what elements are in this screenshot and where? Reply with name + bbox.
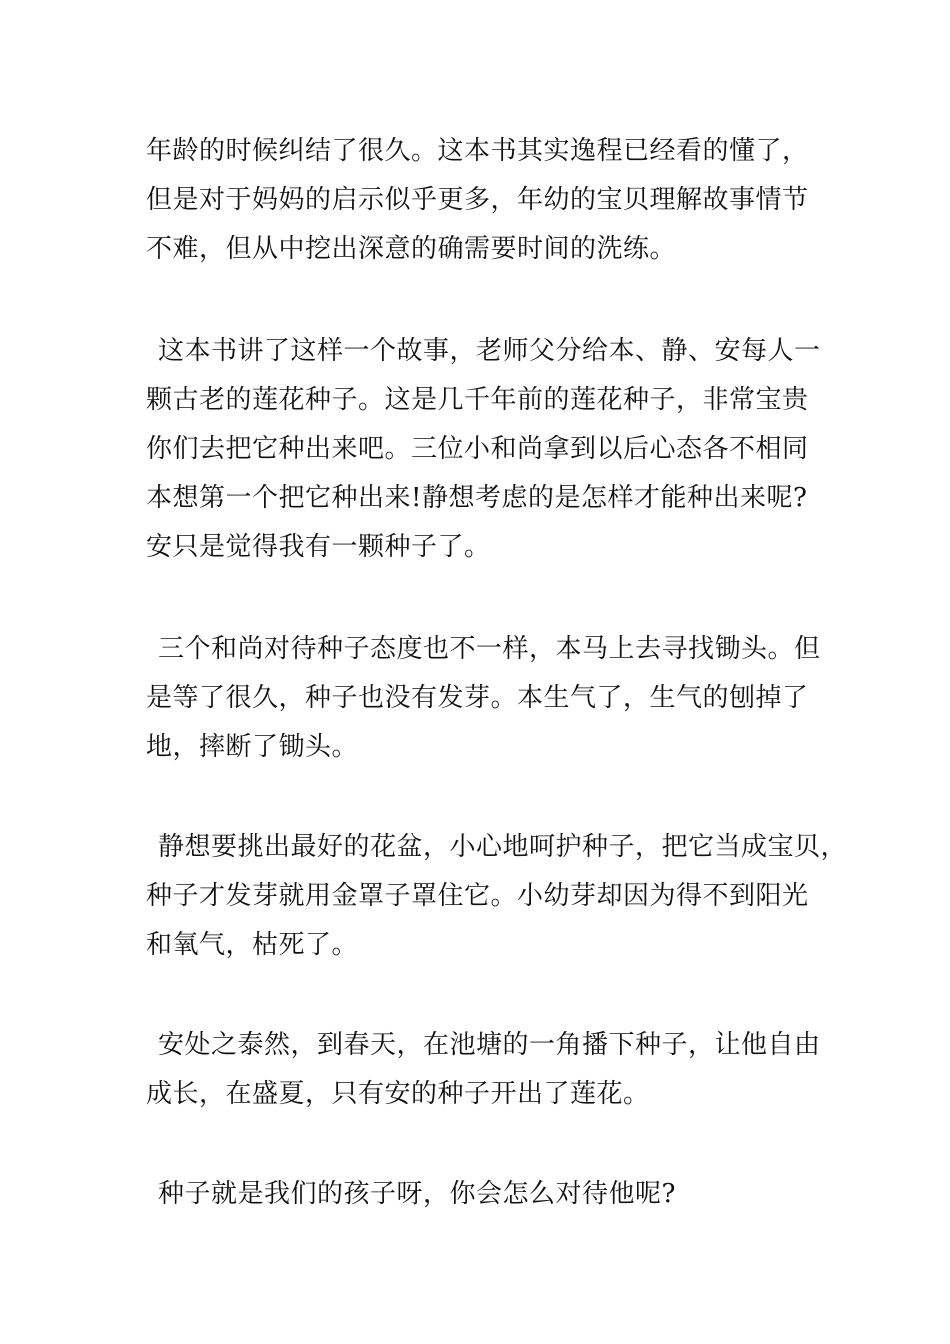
- paragraph-line: 和氧气，枯死了。: [146, 930, 359, 960]
- paragraph-line: 是等了很久，种子也没有发芽。本生气了，生气的刨掉了: [146, 683, 809, 713]
- paragraph-line: 这本书讲了这样一个故事，老师父分给本、静、安每人一: [158, 336, 821, 366]
- paragraph-line: 你们去把它种出来吧。三位小和尚拿到以后心态各不相同: [146, 434, 809, 464]
- paragraph-line: 安处之泰然，到春天，在池塘的一角播下种子，让他自由: [158, 1030, 821, 1060]
- paragraph-line: 颗古老的莲花种子。这是几千年前的莲花种子，非常宝贵: [146, 385, 809, 415]
- paragraph-line: 年龄的时候纠结了很久。这本书其实逸程已经看的懂了，: [146, 136, 809, 166]
- paragraph-2: [146, 327, 826, 572]
- paragraph-line: 成长，在盛夏，只有安的种子开出了莲花。: [146, 1079, 650, 1109]
- paragraph-6: [146, 1170, 826, 1219]
- paragraph-line: 静想要挑出最好的花盆，小心地呵护种子，把它当成宝贝，: [158, 832, 848, 862]
- paragraph-line: 但是对于妈妈的启示似乎更多，年幼的宝贝理解故事情节: [146, 185, 809, 215]
- paragraph-4: [146, 823, 848, 970]
- paragraph-1: [146, 127, 826, 274]
- paragraph-5: [146, 1021, 826, 1119]
- paragraph-3: [146, 625, 826, 772]
- paragraph-line: 地，摔断了锄头。: [146, 732, 359, 762]
- paragraph-line: 三个和尚对待种子态度也不一样，本马上去寻找锄头。但: [158, 634, 821, 664]
- paragraph-line: 安只是觉得我有一颗种子了。: [146, 532, 491, 562]
- paragraph-line: 种子就是我们的孩子呀，你会怎么对待他呢?: [158, 1179, 676, 1209]
- paragraph-line: 本想第一个把它种出来!静想考虑的是怎样才能种出来呢?: [146, 483, 808, 513]
- paragraph-line: 不难，但从中挖出深意的确需要时间的洗练。: [146, 234, 677, 264]
- paragraph-line: 种子才发芽就用金罩子罩住它。小幼芽却因为得不到阳光: [146, 881, 809, 911]
